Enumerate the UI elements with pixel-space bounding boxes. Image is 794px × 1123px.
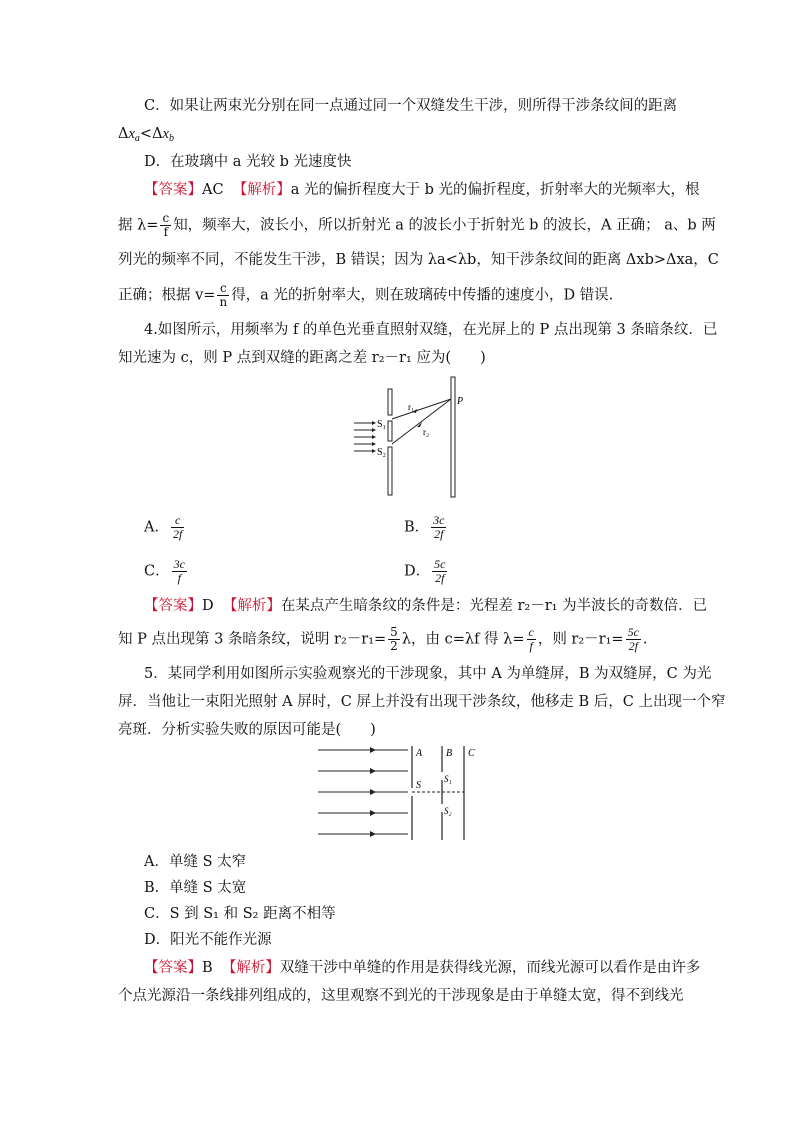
label-p: P <box>457 396 464 407</box>
explanation-tag: 【解析】 <box>232 182 291 198</box>
q4-answer-line1: 【答案】D 【解析】在某点产生暗条纹的条件是：光程差 r₂－r₁ 为半波长的奇数倍．已 <box>144 598 708 614</box>
q5-answer-line2: 个点光源沿一条线排列组成的，这里观察不到光的干涉现象是由于单缝太宽，得不到线光 <box>118 988 684 1004</box>
q5-option-a: A．单缝 S 太窄 <box>144 854 247 870</box>
explanation-tag: 【解析】 <box>221 960 280 976</box>
slit-experiment-figure <box>316 744 496 840</box>
q4-option-c: C． $\frac{3c}{f}$ <box>144 557 185 585</box>
q4-stem-line1: 4.如图所示，用频率为 f 的单色光垂直照射双缝，在光屏上的 P 点出现第 3 条暗条纹．已 <box>144 322 718 338</box>
screen <box>451 377 455 497</box>
label-a: A <box>416 748 423 759</box>
q3-option-d: D．在玻璃中 a 光较 b 光速度快 <box>144 154 352 170</box>
q3-answer-line4: 正确；根据 v= $\frac{c}{n}$ 得，a 光的折射率大，则在玻璃砖中传播的速度小，D 错误. <box>118 281 614 309</box>
q5-option-c: C．S 到 S₁ 和 S₂ 距离不相等 <box>144 906 336 922</box>
label-r2: r₂ <box>423 427 430 437</box>
barrier-bottom <box>388 447 392 495</box>
q5-option-b: B．单缝 S 太宽 <box>144 880 247 896</box>
q5-stem-line2: 屏．当他让一束阳光照射 A 屏时，C 屏上并没有出现干涉条纹，他移走 B 后，C 上出现一个窄 <box>118 694 726 710</box>
answer-tag: 【答案】 <box>144 182 202 198</box>
label-c: C <box>468 748 475 759</box>
q4-answer-line2: 知 P 点出现第 3 条暗条纹，说明 r₂－r₁= $\frac{5}{2}$ λ，由 c=λf 得 λ= $\frac{c}{f}$ ，则 r₂－r₁= $\frac{5c}{2f}$ . <box>118 625 648 653</box>
q5-option-d: D．阳光不能作光源 <box>144 932 272 948</box>
q4-option-a: A． $\frac{c}{2f}$ <box>144 513 183 541</box>
q3-answer-line3: 列光的频率不同，不能发生干涉，B 错误；因为 λa<λb，知干涉条纹间的距离 Δxb>Δxa，C <box>118 252 719 268</box>
ray-r1 <box>392 399 451 419</box>
ray-r2 <box>392 399 451 444</box>
barrier-middle <box>388 421 392 441</box>
barrier-top <box>388 389 392 415</box>
label-s: S <box>416 780 421 791</box>
q4-stem-line2: 知光速为 c，则 P 点到双缝的距离之差 r₂－r₁ 应为( ) <box>118 350 486 366</box>
q5-answer-line1: 【答案】B 【解析】双缝干涉中单缝的作用是获得线光源，而线光源可以看作是由许多 <box>144 960 701 976</box>
label-b: B <box>446 748 453 759</box>
label-s2: S₂ <box>377 447 387 458</box>
label-s1: S₁ <box>444 774 452 784</box>
label-s1: S₁ <box>377 419 387 430</box>
q3-option-c-line1: C．如果让两束光分别在同一点通过同一个双缝发生干涉，则所得干涉条纹间的距离 <box>144 98 678 114</box>
double-slit-figure <box>350 375 470 500</box>
q4-option-d: D． $\frac{5c}{2f}$ <box>404 557 446 585</box>
explanation-tag: 【解析】 <box>222 598 281 614</box>
label-s2: S₂ <box>444 806 452 816</box>
label-r1: r₁ <box>408 402 415 412</box>
q5-stem-line3: 亮斑．分析实验失败的原因可能是( ) <box>118 722 376 738</box>
answer-tag: 【答案】 <box>144 960 202 976</box>
q3-option-c-line2: $\Delta x_a<\Delta x_b$ <box>118 126 174 144</box>
q5-stem-line1: 5．某同学利用如图所示实验观察光的干涉现象，其中 A 为单缝屏，B 为双缝屏，C 为光 <box>144 666 712 682</box>
answer-tag: 【答案】 <box>144 598 202 614</box>
q4-option-b: B． $\frac{3c}{2f}$ <box>404 513 445 541</box>
q3-answer-line2: 据 λ= $\frac{c}{f}$ 知，频率大，波长小，所以折射光 a 的波长小于折射光 b 的波长，A 正确； a、b 两 <box>118 211 716 239</box>
q3-answer-line1: 【答案】AC 【解析】a 光的偏折程度大于 b 光的偏折程度，折射率大的光频率大，根 <box>144 182 700 198</box>
